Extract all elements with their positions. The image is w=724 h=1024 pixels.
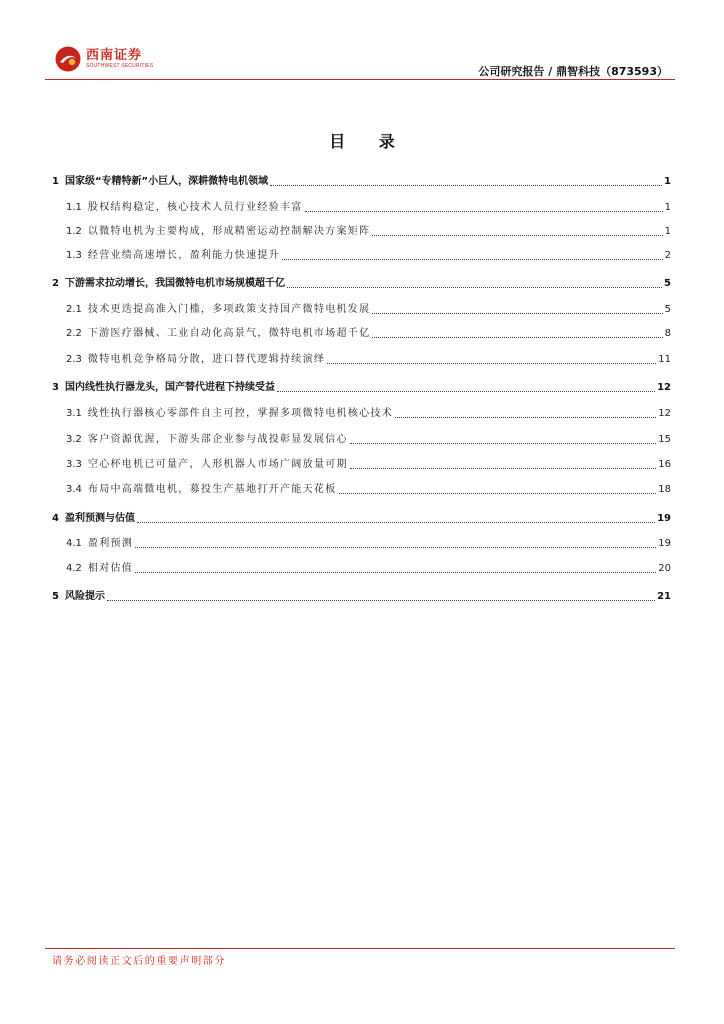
toc-dot-leader — [372, 234, 662, 236]
toc-entry-page: 12 — [658, 408, 671, 419]
toc-entry[interactable] — [52, 274, 671, 290]
toc-entry-title: 股权结构稳定，核心技术人员行业经验丰富 — [87, 202, 303, 213]
toc-dot-leader — [350, 442, 656, 444]
toc-dot-leader — [350, 467, 656, 469]
toc-entry-number: 3.4 — [66, 484, 82, 495]
toc-entry-title: 空心杯电机已可量产，人形机器人市场广阔放量可期 — [87, 459, 348, 470]
toc-entry-title: 以微特电机为主要构成，形成精密运动控制解决方案矩阵 — [87, 226, 371, 237]
toc-entry-page: 1 — [664, 176, 671, 187]
toc-dot-leader — [107, 599, 655, 601]
logo-chinese-name: 西南证券 — [86, 48, 143, 63]
toc-entry[interactable] — [66, 430, 671, 446]
toc-entry-page: 5 — [664, 304, 671, 315]
toc-dot-leader — [327, 362, 656, 364]
toc-entry-title: 相对估值 — [87, 563, 134, 574]
toc-entry-number: 3 — [52, 382, 59, 393]
toc-entry-number: 4.1 — [66, 538, 82, 549]
toc-entry[interactable] — [66, 246, 671, 262]
toc-entry[interactable] — [66, 559, 671, 575]
toc-dot-leader — [287, 286, 662, 288]
toc-entry-title: 布局中高端微电机，募投生产基地打开产能天花板 — [87, 484, 337, 495]
toc-entry-page: 1 — [664, 202, 671, 213]
toc-entry-title: 经营业绩高速增长，盈利能力快速提升 — [87, 250, 281, 261]
toc-entry-number: 2.2 — [66, 328, 82, 339]
toc-entry-title: 下游医疗器械、工业自动化高景气，微特电机市场超千亿 — [87, 328, 371, 339]
toc-dot-leader — [372, 312, 662, 314]
toc-entry-number: 5 — [52, 591, 59, 602]
report-title: 公司研究报告 / 鼎智科技（873593） — [478, 65, 668, 78]
footer-divider — [45, 948, 675, 949]
toc-entry[interactable] — [52, 172, 671, 188]
toc-dot-leader — [372, 336, 662, 338]
toc-entry-number: 3.2 — [66, 434, 82, 445]
toc-entry-page: 2 — [664, 250, 671, 261]
toc-entry-page: 8 — [664, 328, 671, 339]
toc-entry-number: 4 — [52, 513, 59, 524]
toc-entry[interactable] — [66, 480, 671, 496]
toc-entry-number: 1.3 — [66, 250, 82, 261]
toc-dot-leader — [270, 184, 662, 186]
company-logo — [55, 44, 153, 74]
toc-entry-page: 12 — [657, 382, 671, 393]
toc-entry[interactable] — [66, 350, 671, 366]
toc-entry-number: 1.1 — [66, 202, 82, 213]
toc-entry-page: 21 — [657, 591, 671, 602]
toc-title: 目 录 — [329, 132, 409, 151]
toc-entry-page: 16 — [658, 459, 671, 470]
toc-dot-leader — [282, 258, 663, 260]
toc-entry-page: 1 — [664, 226, 671, 237]
toc-entry-title: 盈利预测 — [87, 538, 134, 549]
toc-entry[interactable] — [52, 587, 671, 603]
toc-entry[interactable] — [66, 222, 671, 238]
toc-entry[interactable] — [52, 378, 671, 394]
page-header — [0, 0, 724, 82]
toc-dot-leader — [135, 546, 656, 548]
toc-entry-number: 3.3 — [66, 459, 82, 470]
toc-entry-page: 20 — [658, 563, 671, 574]
toc-entry-page: 11 — [658, 354, 671, 365]
header-divider — [45, 79, 675, 80]
toc-entry-page: 19 — [658, 538, 671, 549]
toc-entry-page: 15 — [658, 434, 671, 445]
toc-entry-number: 1.2 — [66, 226, 82, 237]
logo-english-name: SOUTHWEST SECURITIES — [86, 63, 154, 69]
toc-entry-title: 技术更迭提高准入门槛，多项政策支持国产微特电机发展 — [87, 304, 371, 315]
toc-entry-title: 风险提示 — [64, 591, 105, 602]
toc-entry-number: 4.2 — [66, 563, 82, 574]
toc-entry[interactable] — [66, 404, 671, 420]
toc-entry[interactable] — [66, 455, 671, 471]
toc-entry-number: 3.1 — [66, 408, 82, 419]
toc-entry-page: 18 — [658, 484, 671, 495]
toc-dot-leader — [277, 390, 655, 392]
toc-entry[interactable] — [66, 534, 671, 550]
toc-dot-leader — [305, 210, 663, 212]
toc-entry-number: 1 — [52, 176, 59, 187]
toc-entry-number: 2.3 — [66, 354, 82, 365]
toc-entry[interactable] — [66, 324, 671, 340]
toc-entry-title: 客户资源优渥，下游头部企业参与战投彰显发展信心 — [87, 434, 348, 445]
toc-entry-number: 2 — [52, 278, 59, 289]
toc-entry-title: 国家级“专精特新”小巨人，深耕微特电机领域 — [64, 176, 269, 187]
toc-entry-title: 盈利预测与估值 — [64, 513, 135, 524]
toc-dot-leader — [339, 492, 657, 494]
toc-entry[interactable] — [66, 198, 671, 214]
footer-disclaimer: 请务必阅读正文后的重要声明部分 — [52, 956, 226, 967]
logo-emblem-icon — [55, 46, 81, 72]
toc-entry-title: 微特电机竞争格局分散，进口替代逻辑持续演绎 — [87, 354, 326, 365]
toc-entry-title: 线性执行器核心零部件自主可控，掌握多项微特电机核心技术 — [87, 408, 394, 419]
toc-dot-leader — [395, 416, 656, 418]
toc-entry[interactable] — [52, 509, 671, 525]
toc-entry-title: 下游需求拉动增长，我国微特电机市场规模超千亿 — [64, 278, 285, 289]
toc-entry-number: 2.1 — [66, 304, 82, 315]
toc-entry[interactable] — [66, 300, 671, 316]
toc-entry-page: 5 — [664, 278, 671, 289]
toc-dot-leader — [135, 571, 656, 573]
toc-entry-title: 国内线性执行器龙头，国产替代进程下持续受益 — [64, 382, 275, 393]
toc-dot-leader — [137, 521, 655, 523]
toc-entry-page: 19 — [657, 513, 671, 524]
